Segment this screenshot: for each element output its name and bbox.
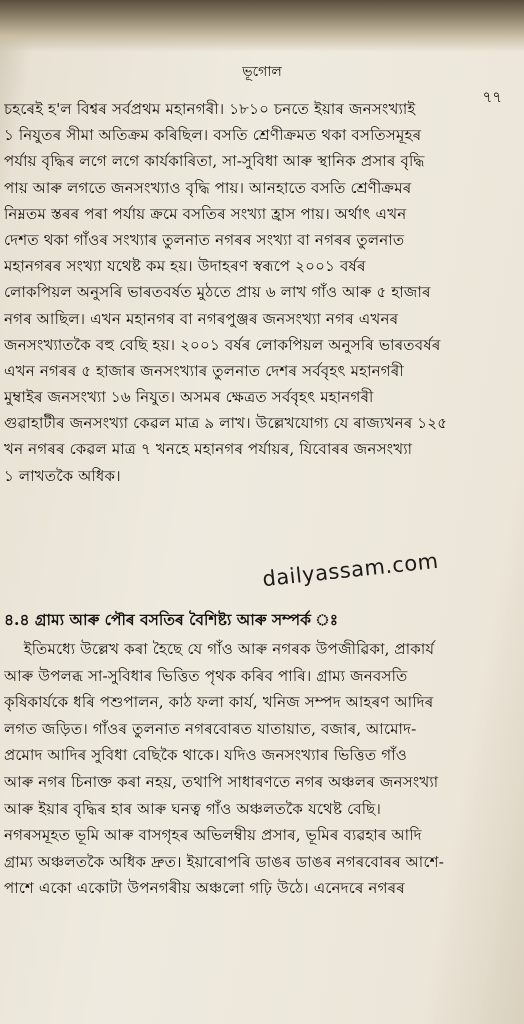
page-number: ৭৭ — [482, 88, 502, 106]
text-line: নগৰসমূহত ভূমি আৰু বাসগৃহৰ অভিলম্বীয় প্ৰসাৰ, ভূমিৰ ব্যৱহাৰ আদি — [4, 826, 422, 845]
text-line: মুম্বাইৰ জনসংখ্যা ১৬ নিযুত। অসমৰ ক্ষেত্ৰত সৰ্ববৃহৎ মহানগৰী — [4, 388, 374, 407]
text-line: ইতিমধ্যে উল্লেখ কৰা হৈছে যে গাঁও আৰু নগৰক উপজীৱিকা, প্ৰাকাৰ্য — [4, 640, 435, 658]
text-line: পৰ্যায় বৃদ্ধিৰ লগে লগে কাৰ্যকাৰিতা, সা-সুবিধা আৰু স্থানিক প্ৰসাৰ বৃদ্ধি — [4, 152, 425, 171]
section-heading: ৪.৪ গ্ৰাম্য আৰু পৌৰ বসতিৰ বৈশিষ্ট্য আৰু সম্পৰ্ক ঃ — [4, 610, 339, 629]
text-line: আৰু উপলব্ধ সা-সুবিধাৰ ভিত্তিত পৃথক কৰিব পাৰি। গ্ৰাম্য জনবসতি — [4, 666, 408, 685]
text-line: চহৰেই হ'ল বিশ্বৰ সৰ্বপ্ৰথম মহানগৰী। ১৮১০ চনতে ইয়াৰ জনসংখ্যাই — [4, 100, 416, 118]
text-line: গ্ৰাম্য অঞ্চলতকৈ অধিক দ্ৰুত। ইয়াৰোপৰি ডাঙৰ ডাঙৰ নগৰবোৰৰ আশে- — [4, 852, 444, 871]
text-line: গুৱাহাটীৰ জনসংখ্যা কেৱল মাত্ৰ ৯ লাখ। উল্লেখযোগ্য যে ৰাজ্যখনৰ ১২৫ — [4, 414, 448, 433]
text-line: জনসংখ্যাতকৈ বহু বেছি হয়। ২০০১ বৰ্ষৰ লোকপিয়ল অনুসৰি ভাৰতবৰ্ষৰ — [4, 335, 441, 354]
text-line: পায় আৰু লগতে জনসংখ্যাও বৃদ্ধি পায়। আনহাতে বসতি শ্ৰেণীক্ৰমৰ — [4, 178, 412, 197]
text-line: নগৰ আছিল। এখন মহানগৰ বা নগৰপুঞ্জৰ জনসংখ্যা নগৰ এখনৰ — [4, 309, 399, 328]
running-header-title: ভূগোল — [242, 64, 282, 80]
text-line: লগত জড়িত। গাঁওৰ তুলনাত নগৰবোৰত যাতায়াত, বজাৰ, আমোদ- — [4, 719, 417, 738]
watermark: dailyassam.com — [261, 548, 440, 592]
text-line: নিম্নতম স্তৰৰ পৰা পৰ্যায় ক্ৰমে বসতিৰ সংখ্যা হ্ৰাস পায়। অৰ্থাৎ এখন — [4, 204, 407, 223]
text-line: দেশত থকা গাঁওৰ সংখ্যাৰ তুলনাত নগৰৰ সংখ্যা বা নগৰৰ তুলনাত — [4, 230, 405, 249]
text-line: মহানগৰৰ সংখ্যা যথেষ্ট কম হয়। উদাহৰণ স্বৰূপে ২০০১ বৰ্ষৰ — [4, 257, 366, 276]
text-line: আৰু নগৰ চিনাক্ত কৰা নহয়, তথাপি সাধাৰণতে নগৰ অঞ্চলৰ জনসংখ্যা — [4, 772, 439, 791]
text-line: এখন নগৰৰ ৫ হাজাৰ জনসংখ্যাৰ তুলনাত দেশৰ সৰ্ববৃহৎ মহানগৰী — [4, 361, 404, 380]
page-top-shadow — [0, 0, 524, 52]
paragraph-settlement-hierarchy — [4, 96, 516, 489]
text-line: কৃষিকাৰ্যকে ধৰি পশুপালন, কাঠ ফলা কাৰ্য, খনিজ সম্পদ আহৰণ আদিৰ — [4, 693, 434, 712]
paragraph-rural-urban-features — [4, 636, 516, 902]
text-line: প্ৰমোদ আদিৰ সুবিধা বেছিকৈ থাকে। যদিও জনসংখ্যাৰ ভিত্তিত গাঁও — [4, 746, 407, 765]
text-line: ১ নিযুতৰ সীমা অতিক্ৰম কৰিছিল। বসতি শ্ৰেণীক্ৰমত থকা বসতিসমূহৰ — [4, 126, 422, 145]
text-line: আৰু ইয়াৰ বৃদ্ধিৰ হাৰ আৰু ঘনত্ব গাঁও অঞ্চলতকৈ যথেষ্ট বেছি। — [4, 799, 381, 818]
text-line: পাশে একো একোটা উপনগৰীয় অঞ্চলো গঢ়ি উঠে। এনেদৰে নগৰৰ — [4, 879, 405, 898]
text-line: খন নগৰৰ কেৱল মাত্ৰ ৭ খনহে মহানগৰ পৰ্যায়ৰ, যিবোৰৰ জনসংখ্যা — [4, 440, 413, 459]
text-line: ১ লাখতকৈ অধিক। — [4, 466, 121, 485]
text-line: লোকপিয়ল অনুসৰি ভাৰতবৰ্ষত মুঠতে প্ৰায় ৬ লাখ গাঁও আৰু ৫ হাজাৰ — [4, 283, 431, 302]
